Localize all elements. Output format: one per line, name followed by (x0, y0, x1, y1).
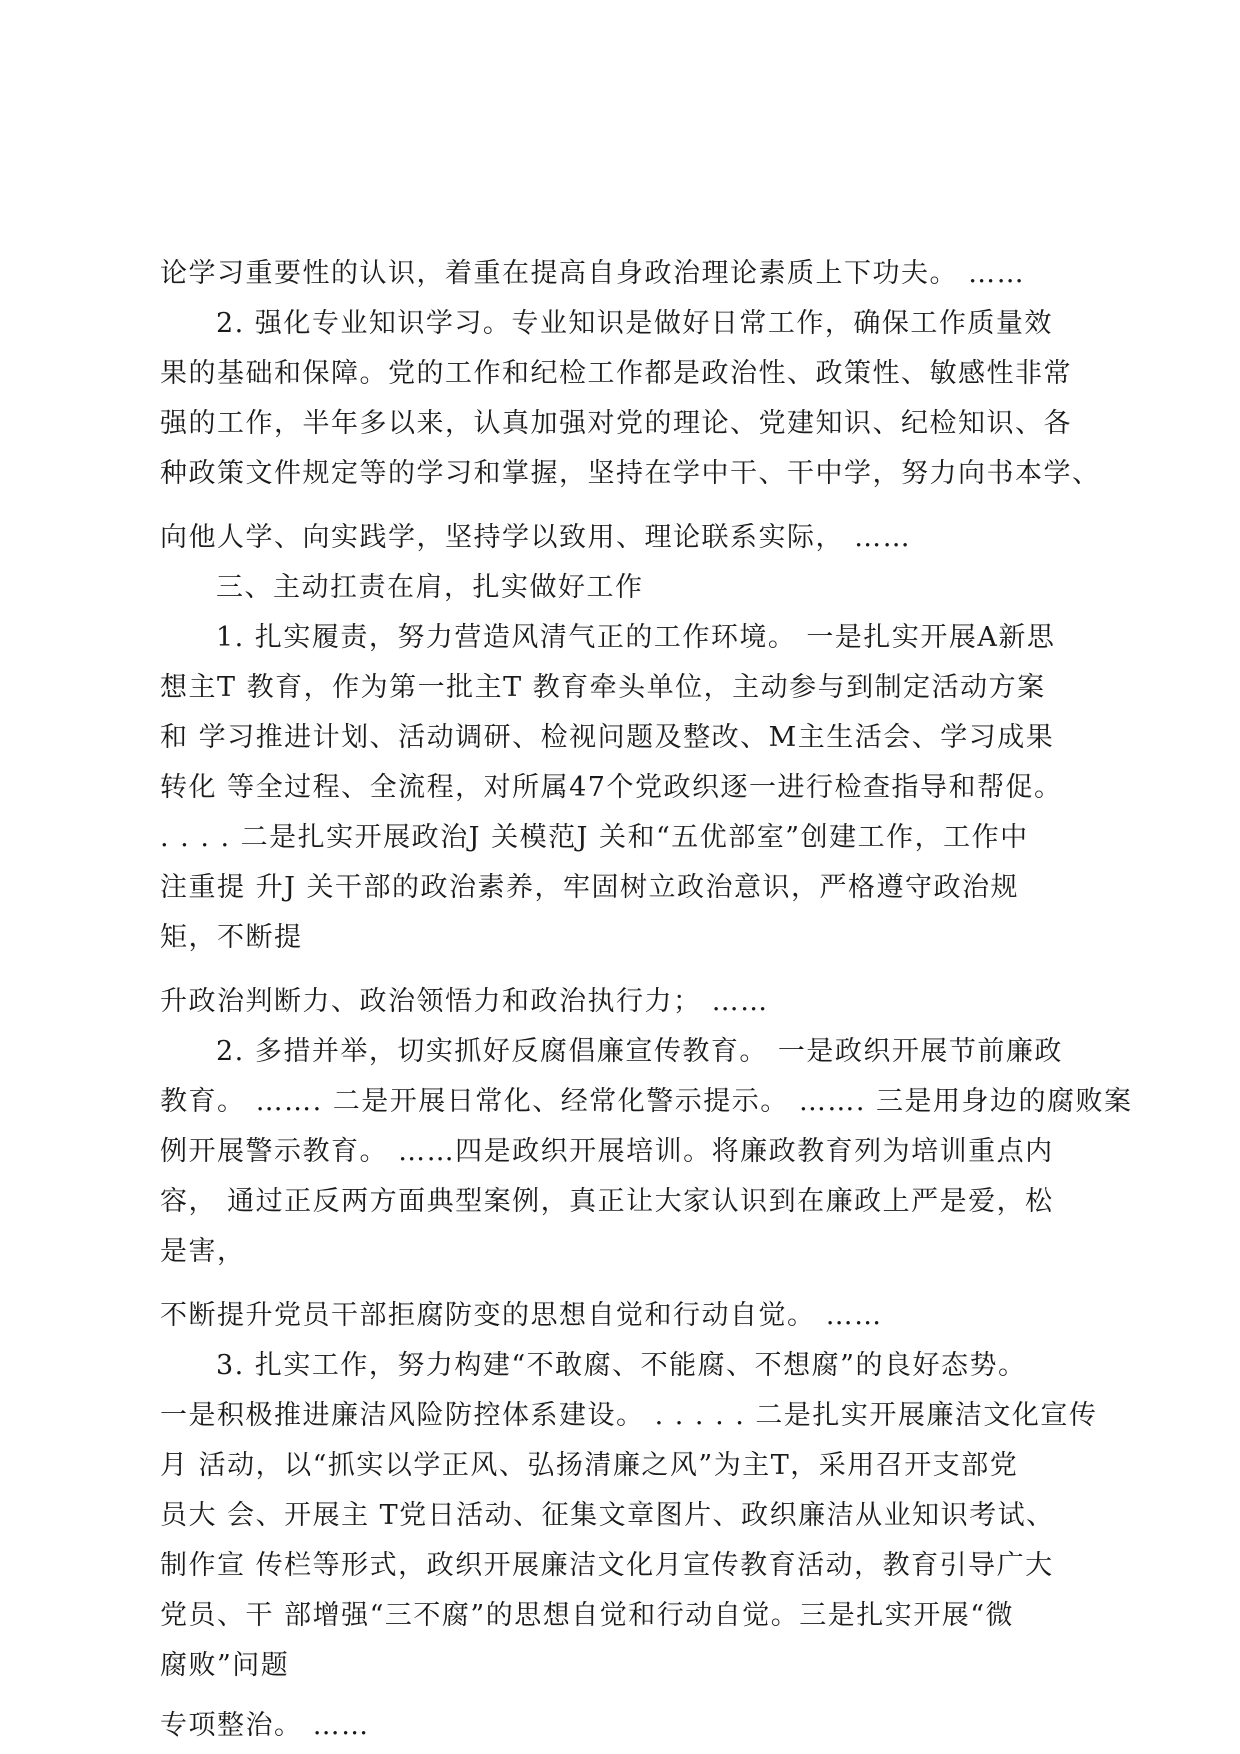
section-heading: 三、主动扛责在肩，扎实做好工作 (216, 572, 644, 603)
text-line: 例开展警示教育。 ……四是政织开展培训。将廉政教育列为培训重点内 (160, 1136, 1054, 1167)
text-line: 果的基础和保障。党的工作和纪检工作都是政治性、政策性、敏感性非常 (160, 358, 1072, 389)
text-line: 想主T 教育，作为第一批主T 教育牵头单位，主动参与到制定活动方案 (160, 672, 1046, 703)
text-line: 教育。 ……. 二是开展日常化、经常化警示提示。 ……. 三是用身边的腐败案 (160, 1086, 1133, 1117)
text-line: 矩，不断提 (160, 922, 303, 953)
text-line: 2. 多措并举，切实抓好反腐倡廉宣传教育。 一是政织开展节前廉政 (216, 1036, 1063, 1067)
text-line: 2. 强化专业知识学习。专业知识是做好日常工作，确保工作质量效 (216, 308, 1053, 339)
text-line: 一是积极推进廉洁风险防控体系建设。 . . . . . 二是扎实开展廉洁文化宣传 (160, 1400, 1098, 1431)
text-line: 腐败”问题 (160, 1650, 290, 1681)
text-line: 向他人学、向实践学，坚持学以致用、理论联系实际， …… (160, 522, 912, 553)
text-line: 专项整治。 …… (160, 1710, 370, 1741)
text-line: 种政策文件规定等的学习和掌握，坚持在学中干、干中学，努力向书本学、 (160, 458, 1101, 489)
text-line: 和 学习推进计划、活动调研、检视问题及整改、M主生活会、学习成果 (160, 722, 1055, 753)
text-line: . . . . 二是扎实开展政治J 关模范J 关和“五优部室”创建工作，工作中 (160, 822, 1029, 853)
text-line: 强的工作，半年多以来，认真加强对党的理论、党建知识、纪检知识、各 (160, 408, 1072, 439)
text-line: 论学习重要性的认识，着重在提高自身政治理论素质上下功夫。 …… (160, 258, 1026, 289)
text-line: 3. 扎实工作，努力构建“不敢腐、不能腐、不想腐”的良好态势。 (216, 1350, 1027, 1381)
text-line: 1. 扎实履责，努力营造风清气正的工作环境。 一是扎实开展A新思 (216, 622, 1056, 653)
text-line: 制作宣 传栏等形式，政织开展廉洁文化月宣传教育活动，教育引导广大 (160, 1550, 1054, 1581)
text-line: 不断提升党员干部拒腐防变的思想自觉和行动自觉。 …… (160, 1300, 883, 1331)
text-line: 是害， (160, 1236, 246, 1267)
text-line: 容， 通过正反两方面典型案例，真正让大家认识到在廉政上严是爱，松 (160, 1186, 1054, 1217)
text-line: 升政治判断力、政治领悟力和政治执行力； …… (160, 986, 769, 1017)
text-line: 注重提 升J 关干部的政治素养，牢固树立政治意识，严格遵守政治规 (160, 872, 1019, 903)
text-line: 转化 等全过程、全流程，对所属47个党政织逐一进行检查指导和帮促。 (160, 772, 1063, 803)
text-line: 员大 会、开展主 T党日活动、征集文章图片、政织廉洁从业知识考试、 (160, 1500, 1055, 1531)
text-line: 月 活动，以“抓实以学正风、弘扬清廉之风”为主T，采用召开支部党 (160, 1450, 1019, 1481)
text-line: 党员、干 部增强“三不腐”的思想自觉和行动自觉。三是扎实开展“微 (160, 1600, 1014, 1631)
